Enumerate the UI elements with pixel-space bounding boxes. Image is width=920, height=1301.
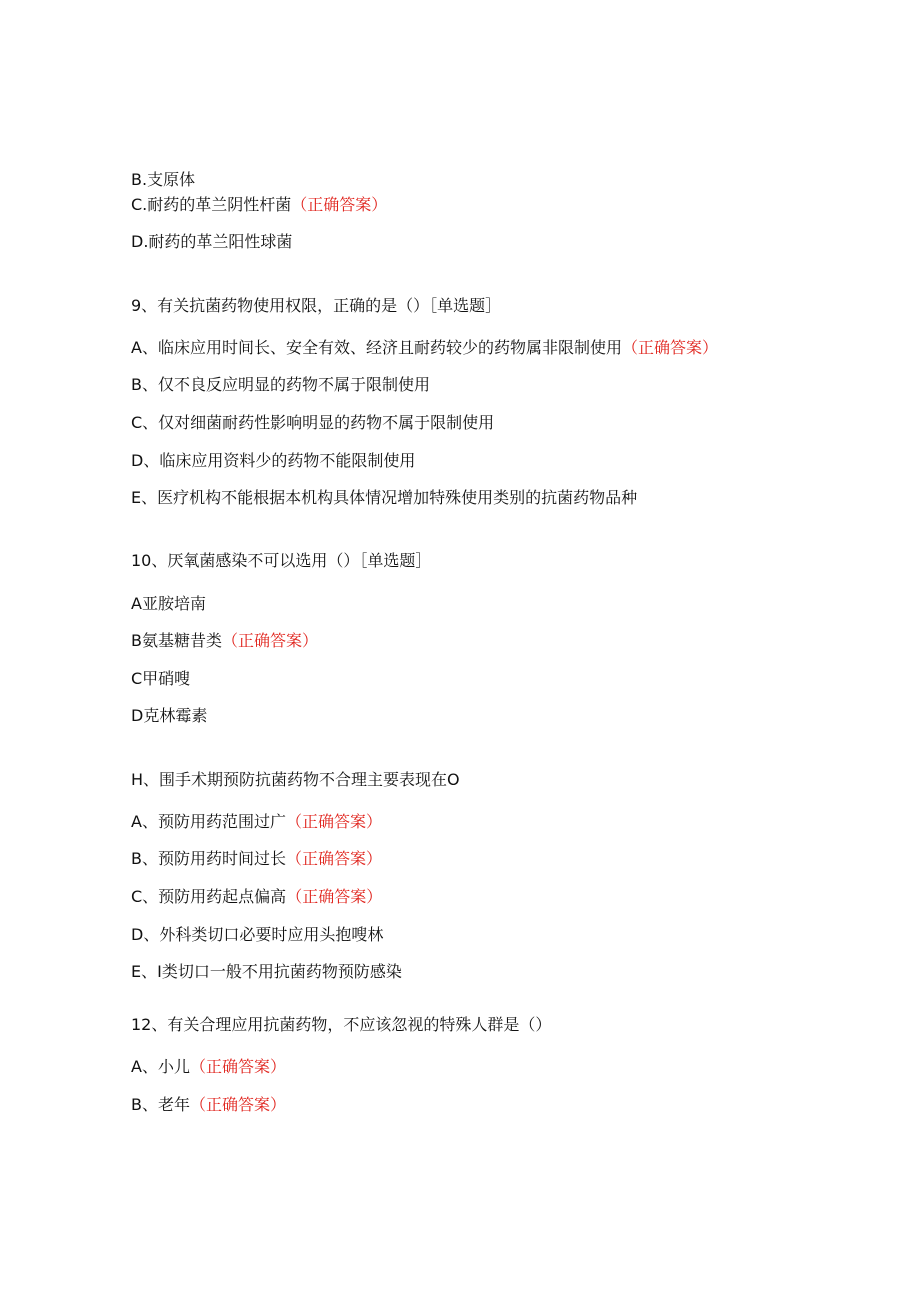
- line-13: [131, 706, 207, 726]
- question-9: [131, 296, 501, 316]
- line-2: [131, 232, 292, 252]
- line-text: C.耐药的革兰阴性杆菌: [131, 195, 292, 214]
- line-15: [131, 812, 382, 832]
- line-text: B、老年: [131, 1095, 190, 1114]
- line-11: [131, 631, 318, 651]
- line-22: [131, 1095, 286, 1115]
- line-8: [131, 488, 637, 508]
- line-12: [131, 669, 190, 689]
- line-17: [131, 887, 382, 907]
- line-text: A、预防用药范围过广: [131, 812, 286, 831]
- question-text: 10、厌氧菌感染不可以选用（）［单选题］: [131, 551, 432, 570]
- line-4: [131, 338, 718, 358]
- answer-tag: （正确答案）: [285, 849, 382, 868]
- line-text: A、小儿: [131, 1057, 190, 1076]
- line-text: B氨基糖昔类: [131, 631, 222, 650]
- line-1: [131, 195, 387, 215]
- line-text: D、临床应用资料少的药物不能限制使用: [131, 451, 416, 470]
- line-6: [131, 413, 494, 433]
- line-21: [131, 1057, 286, 1077]
- line-text: B.支原体: [131, 170, 196, 189]
- answer-tag: （正确答案）: [189, 1095, 286, 1114]
- line-10: [131, 594, 206, 614]
- line-5: [131, 375, 430, 395]
- answer-tag: （正确答案）: [286, 887, 383, 906]
- question-text: 12、有关合理应用抗菌药物，不应该忽视的特殊人群是（）: [131, 1015, 552, 1034]
- line-text: D.耐药的革兰阳性球菌: [131, 232, 293, 251]
- answer-tag: （正确答案）: [285, 812, 382, 831]
- answer-tag: （正确答案）: [221, 631, 318, 650]
- line-text: A亚胺培南: [131, 594, 206, 613]
- question-12: [131, 1015, 551, 1035]
- answer-tag: （正确答案）: [189, 1057, 286, 1076]
- question-text: H、围手术期预防抗菌药物不合理主要表现在O: [131, 770, 460, 789]
- line-text: B、预防用药时间过长: [131, 849, 286, 868]
- line-0: [131, 170, 195, 190]
- line-16: [131, 849, 382, 869]
- line-text: C、仅对细菌耐药性影响明显的药物不属于限制使用: [131, 413, 495, 432]
- line-text: D克林霉素: [131, 706, 208, 725]
- question-10: [131, 551, 431, 571]
- question-text: 9、有关抗菌药物使用权限，正确的是（）［单选题］: [131, 296, 502, 315]
- line-text: A、临床应用时间长、安全有效、经济且耐药较少的药物属非限制使用: [131, 338, 622, 357]
- line-text: C、预防用药起点偏高: [131, 887, 287, 906]
- line-text: B、仅不良反应明显的药物不属于限制使用: [131, 375, 430, 394]
- line-text: E、医疗机构不能根据本机构具体情况增加特殊使用类别的抗菌药物品种: [131, 488, 638, 507]
- line-18: [131, 925, 383, 945]
- line-text: E、I类切口一般不用抗菌药物预防感染: [131, 962, 402, 981]
- question-11: [131, 770, 460, 790]
- line-7: [131, 451, 415, 471]
- line-19: [131, 962, 402, 982]
- answer-tag: （正确答案）: [291, 195, 388, 214]
- line-text: D、外科类切口必要时应用头抱嗖林: [131, 925, 384, 944]
- line-text: C甲硝嗖: [131, 669, 191, 688]
- answer-tag: （正确答案）: [621, 338, 718, 357]
